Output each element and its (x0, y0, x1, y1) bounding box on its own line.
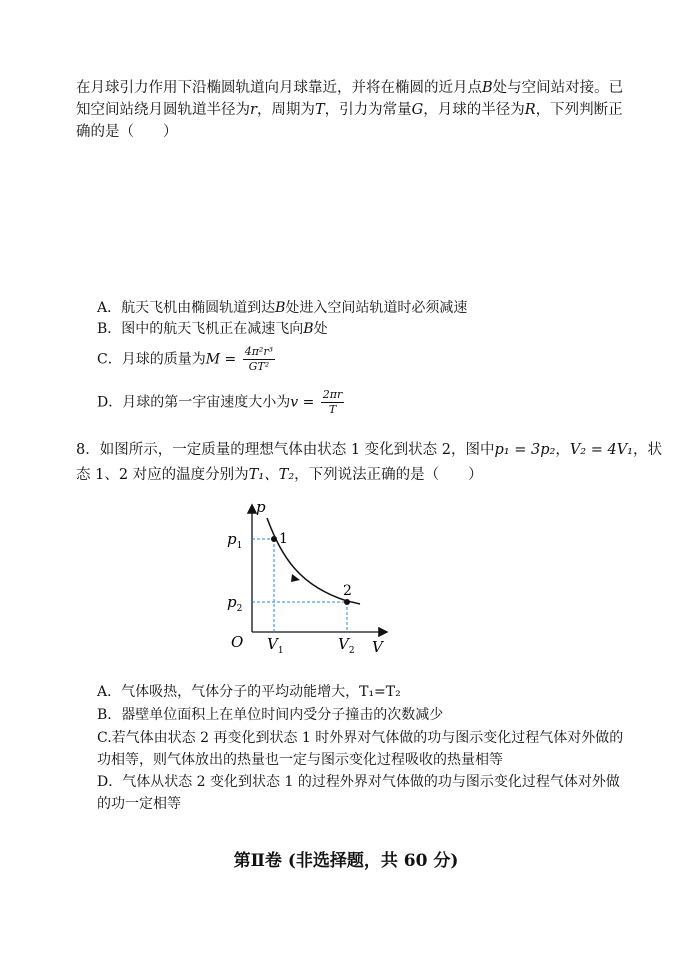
q8-option-b: B．器壁单位面积上在单位时间内受分子撞击的次数减少 (97, 707, 444, 723)
mass-formula: $\frac{\text{4π²r³}}{\text{GT²}}$ (244, 345, 274, 373)
v2-label: $V_2$ (338, 635, 355, 656)
p-axis-label: p (256, 498, 266, 516)
state-2-point (344, 599, 350, 605)
v-axis-label: V (372, 638, 383, 656)
state-1-label: 1 (279, 531, 288, 547)
q8-option-d-line2: 的功一定相等 (97, 796, 181, 812)
q7-option-d: D．月球的第一宇宙速度大小为v = $\frac{2\pi r}{T}$ (97, 388, 343, 416)
p2-label: $p_2$ (227, 593, 243, 614)
q7-option-c: C．月球的质量为M = $\frac{\text{4π²r³}}{\text{GT²}}$ (97, 345, 274, 373)
q8-option-c-line1: C.若气体由状态 2 再变化到状态 1 时外界对气体做的功与图示变化过程气体对外做的 (97, 730, 624, 746)
q8-option-a: A．气体吸热，气体分子的平均动能增大，T₁=T₂ (97, 684, 401, 700)
p1-label: $p_1$ (227, 530, 243, 551)
q8-option-d-line1: D．气体从状态 2 变化到状态 1 的过程外界对气体做的功与图示变化过程气体对外做 (97, 774, 620, 790)
origin-label: O (231, 633, 244, 651)
velocity-formula: $\frac{2\pi r}{T}$ (322, 388, 343, 416)
q8-stem-line1: 8．如图所示，一定质量的理想气体由状态 1 变化到状态 2，图中p₁ = 3p₂，V₂ = 4V₁，状 (76, 442, 662, 458)
state-2-label: 2 (343, 583, 352, 599)
q7-stem-line1: 在月球引力作用下沿椭圆轨道向月球靠近，并将在椭圆的近月点B处与空间站对接。已 (76, 80, 624, 96)
section-title: 第Ⅱ卷 (非选择题，共 60 分) (233, 851, 459, 871)
q8-option-c-line2: 功相等，则气体放出的热量也一定与图示变化过程吸收的热量相等 (97, 752, 503, 768)
v1-label: $V_1$ (267, 635, 284, 656)
direction-arrow-icon (291, 574, 300, 582)
q7-option-a: A．航天飞机由椭圆轨道到达B处进入空间站轨道时必须减速 (97, 300, 468, 316)
q7-stem-line2: 知空间站绕月圆轨道半径为r，周期为T，引力为常量G，月球的半径为R，下列判断正 (76, 102, 623, 118)
pv-diagram (220, 496, 400, 660)
q7-option-b: B．图中的航天飞机正在减速飞向B处 (97, 321, 328, 337)
state-1-point (271, 536, 277, 542)
q8-stem-line2: 态 1、2 对应的温度分别为T₁、T₂，下列说法正确的是（ ） (76, 467, 483, 483)
q7-stem-line3: 确的是（ ） (76, 124, 178, 140)
